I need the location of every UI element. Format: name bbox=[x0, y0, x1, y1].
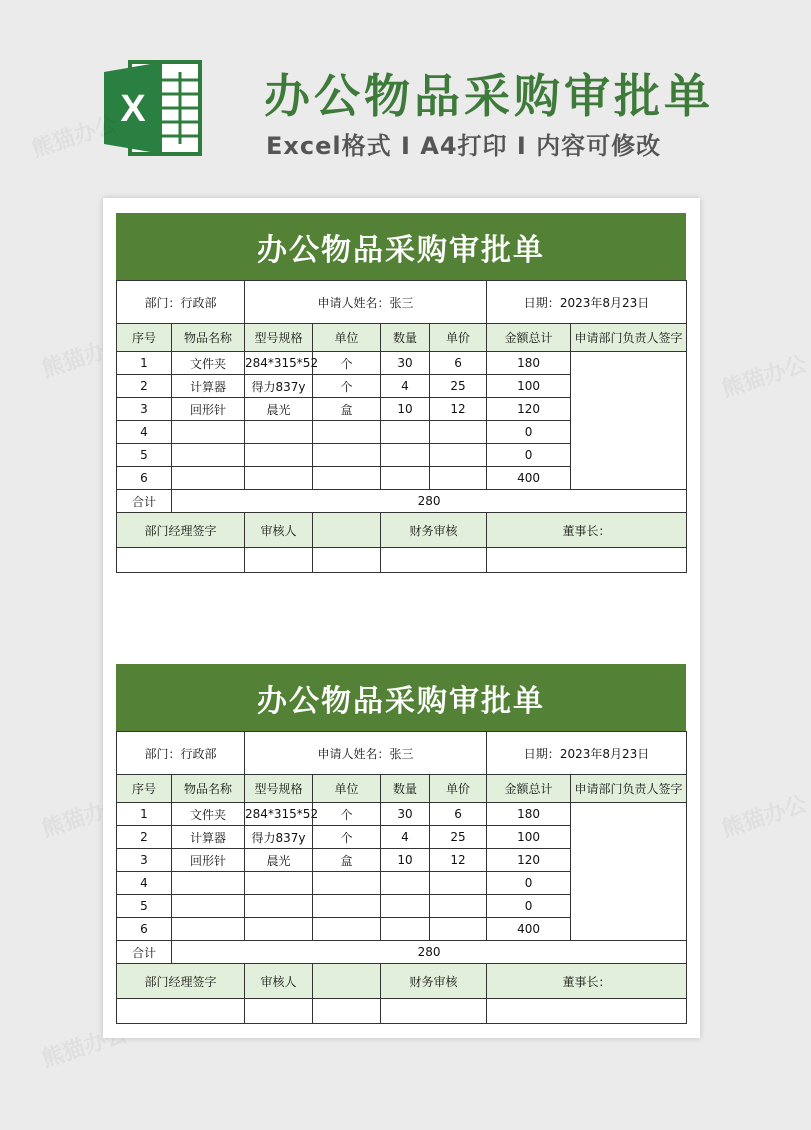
column-header: 物品名称 bbox=[172, 775, 245, 803]
applicant-label: 申请人姓名： bbox=[317, 295, 390, 310]
reviewer-label: 审核人 bbox=[245, 513, 313, 548]
cell-item[interactable]: 计算器 bbox=[172, 375, 245, 398]
form-title: 办公物品采购审批单 bbox=[116, 213, 686, 280]
cell-spec[interactable] bbox=[245, 918, 313, 941]
signature-header-row bbox=[117, 964, 687, 999]
cell-spec[interactable] bbox=[245, 467, 313, 490]
cell-item[interactable]: 文件夹 bbox=[172, 352, 245, 375]
form-title: 办公物品采购审批单 bbox=[116, 664, 686, 731]
cell-qty[interactable] bbox=[381, 421, 430, 444]
cell-index[interactable]: 4 bbox=[117, 872, 172, 895]
total-value[interactable]: 280 bbox=[172, 941, 687, 964]
cell-index[interactable]: 2 bbox=[117, 826, 172, 849]
cell-spec[interactable] bbox=[245, 872, 313, 895]
chairman-signature-field[interactable] bbox=[487, 548, 687, 573]
cell-unit[interactable]: 个 bbox=[313, 352, 381, 375]
date-label: 日期： bbox=[523, 746, 560, 761]
cell-item[interactable]: 回形针 bbox=[172, 849, 245, 872]
column-header: 申请部门负责人签字 bbox=[571, 324, 687, 352]
applicant-cell[interactable] bbox=[245, 281, 487, 324]
signature-row bbox=[117, 999, 687, 1024]
cell-unit[interactable] bbox=[313, 895, 381, 918]
column-header: 数量 bbox=[381, 775, 430, 803]
column-header: 型号规格 bbox=[245, 775, 313, 803]
cell-price[interactable]: 12 bbox=[430, 849, 487, 872]
date-value: 2023年8月23日 bbox=[559, 295, 650, 310]
cell-qty[interactable] bbox=[381, 872, 430, 895]
column-header: 单价 bbox=[430, 324, 487, 352]
cell-amount[interactable]: 0 bbox=[487, 421, 571, 444]
cell-spec[interactable]: 晨光 bbox=[245, 398, 313, 421]
cell-index[interactable]: 3 bbox=[117, 398, 172, 421]
cell-spec[interactable]: 284*315*52 bbox=[245, 352, 313, 375]
column-header-row bbox=[117, 324, 687, 352]
column-header: 申请部门负责人签字 bbox=[571, 775, 687, 803]
cell-index[interactable]: 2 bbox=[117, 375, 172, 398]
info-row bbox=[117, 732, 687, 775]
total-label: 合计 bbox=[117, 941, 172, 964]
cell-spec[interactable]: 得力837y bbox=[245, 826, 313, 849]
applicant-value: 张三 bbox=[389, 295, 414, 310]
cell-unit[interactable]: 个 bbox=[313, 826, 381, 849]
cell-qty[interactable] bbox=[381, 467, 430, 490]
column-header: 金额总计 bbox=[487, 775, 571, 803]
department-head-signature-cell[interactable] bbox=[571, 803, 687, 941]
table-row bbox=[117, 803, 687, 826]
cell-item[interactable] bbox=[172, 421, 245, 444]
cell-price[interactable] bbox=[430, 421, 487, 444]
approval-form bbox=[116, 213, 686, 573]
cell-price[interactable]: 25 bbox=[430, 826, 487, 849]
cell-spec[interactable] bbox=[245, 895, 313, 918]
cell-qty[interactable]: 30 bbox=[381, 803, 430, 826]
date-cell[interactable] bbox=[487, 732, 687, 775]
manager-signature-label: 部门经理签字 bbox=[117, 513, 245, 548]
cell-amount[interactable]: 400 bbox=[487, 467, 571, 490]
department-label: 部门： bbox=[144, 295, 181, 310]
department-value: 行政部 bbox=[180, 746, 217, 761]
signature-row bbox=[117, 548, 687, 573]
cell-unit[interactable]: 盒 bbox=[313, 849, 381, 872]
total-value[interactable]: 280 bbox=[172, 490, 687, 513]
cell-unit[interactable] bbox=[313, 918, 381, 941]
department-label: 部门： bbox=[144, 746, 181, 761]
department-cell[interactable] bbox=[117, 732, 245, 775]
cell-spec[interactable]: 晨光 bbox=[245, 849, 313, 872]
cell-unit[interactable] bbox=[313, 444, 381, 467]
cell-spec[interactable] bbox=[245, 421, 313, 444]
cell-amount[interactable]: 0 bbox=[487, 444, 571, 467]
page-header bbox=[0, 0, 800, 185]
cell-amount[interactable]: 0 bbox=[487, 895, 571, 918]
cell-item[interactable] bbox=[172, 872, 245, 895]
chairman-label: 董事长： bbox=[487, 513, 687, 548]
page-subtitle: Excel格式 I A4打印 I 内容可修改 bbox=[266, 132, 662, 160]
finance-signature-field[interactable] bbox=[381, 548, 487, 573]
cell-index[interactable]: 6 bbox=[117, 918, 172, 941]
cell-unit[interactable]: 个 bbox=[313, 803, 381, 826]
cell-price[interactable]: 12 bbox=[430, 398, 487, 421]
applicant-label: 申请人姓名： bbox=[317, 746, 390, 761]
column-header: 型号规格 bbox=[245, 324, 313, 352]
cell-spec[interactable]: 得力837y bbox=[245, 375, 313, 398]
column-header: 物品名称 bbox=[172, 324, 245, 352]
finance-signature-field[interactable] bbox=[381, 999, 487, 1024]
cell-unit[interactable]: 个 bbox=[313, 375, 381, 398]
cell-qty[interactable]: 30 bbox=[381, 352, 430, 375]
department-cell[interactable] bbox=[117, 281, 245, 324]
cell-spec[interactable]: 284*315*52 bbox=[245, 803, 313, 826]
cell-item[interactable] bbox=[172, 444, 245, 467]
date-cell[interactable] bbox=[487, 281, 687, 324]
date-value: 2023年8月23日 bbox=[559, 746, 650, 761]
chairman-label: 董事长： bbox=[487, 964, 687, 999]
signature-header-row bbox=[117, 513, 687, 548]
column-header: 数量 bbox=[381, 324, 430, 352]
cell-amount[interactable]: 180 bbox=[487, 803, 571, 826]
total-row bbox=[117, 941, 687, 964]
cell-amount[interactable]: 0 bbox=[487, 872, 571, 895]
cell-unit[interactable] bbox=[313, 421, 381, 444]
column-header: 单价 bbox=[430, 775, 487, 803]
cell-amount[interactable]: 120 bbox=[487, 849, 571, 872]
cell-unit[interactable]: 盒 bbox=[313, 398, 381, 421]
cell-price[interactable]: 6 bbox=[430, 803, 487, 826]
cell-index[interactable]: 3 bbox=[117, 849, 172, 872]
excel-logo-icon bbox=[100, 58, 204, 158]
cell-item[interactable]: 文件夹 bbox=[172, 803, 245, 826]
form-table bbox=[116, 731, 687, 1024]
total-label: 合计 bbox=[117, 490, 172, 513]
column-header: 序号 bbox=[117, 775, 172, 803]
cell-price[interactable] bbox=[430, 918, 487, 941]
finance-review-label: 财务审核 bbox=[381, 513, 487, 548]
cell-amount[interactable]: 400 bbox=[487, 918, 571, 941]
table-row bbox=[117, 352, 687, 375]
reviewer-label: 审核人 bbox=[245, 964, 313, 999]
manager-signature-field[interactable] bbox=[117, 548, 245, 573]
cell-qty[interactable] bbox=[381, 895, 430, 918]
cell-amount[interactable]: 180 bbox=[487, 352, 571, 375]
cell-item[interactable]: 回形针 bbox=[172, 398, 245, 421]
form-table bbox=[116, 280, 687, 573]
department-head-signature-cell[interactable] bbox=[571, 352, 687, 490]
column-header: 单位 bbox=[313, 324, 381, 352]
column-header: 单位 bbox=[313, 775, 381, 803]
cell-price[interactable]: 6 bbox=[430, 352, 487, 375]
cell-index[interactable]: 1 bbox=[117, 803, 172, 826]
cell-price[interactable] bbox=[430, 895, 487, 918]
column-header-row bbox=[117, 775, 687, 803]
total-row bbox=[117, 490, 687, 513]
reviewer-field[interactable] bbox=[313, 513, 381, 548]
cell-amount[interactable]: 100 bbox=[487, 826, 571, 849]
cell-item[interactable]: 计算器 bbox=[172, 826, 245, 849]
cell-index[interactable]: 1 bbox=[117, 352, 172, 375]
cell-item[interactable] bbox=[172, 895, 245, 918]
cell-item[interactable] bbox=[172, 918, 245, 941]
page-title: 办公物品采购审批单 bbox=[264, 69, 714, 123]
cell-qty[interactable]: 4 bbox=[381, 826, 430, 849]
reviewer-field[interactable] bbox=[313, 964, 381, 999]
reviewer-signature-field[interactable] bbox=[245, 548, 313, 573]
cell-qty[interactable]: 4 bbox=[381, 375, 430, 398]
reviewer-signature-field[interactable] bbox=[245, 999, 313, 1024]
cell-item[interactable] bbox=[172, 467, 245, 490]
cell-qty[interactable] bbox=[381, 918, 430, 941]
column-header: 序号 bbox=[117, 324, 172, 352]
finance-review-label: 财务审核 bbox=[381, 964, 487, 999]
department-value: 行政部 bbox=[180, 295, 217, 310]
reviewer-extra-field[interactable] bbox=[313, 548, 381, 573]
cell-index[interactable]: 5 bbox=[117, 444, 172, 467]
cell-qty[interactable]: 10 bbox=[381, 398, 430, 421]
applicant-value: 张三 bbox=[389, 746, 414, 761]
chairman-signature-field[interactable] bbox=[487, 999, 687, 1024]
manager-signature-field[interactable] bbox=[117, 999, 245, 1024]
cell-amount[interactable]: 120 bbox=[487, 398, 571, 421]
cell-spec[interactable] bbox=[245, 444, 313, 467]
cell-price[interactable] bbox=[430, 872, 487, 895]
manager-signature-label: 部门经理签字 bbox=[117, 964, 245, 999]
cell-index[interactable]: 4 bbox=[117, 421, 172, 444]
applicant-cell[interactable] bbox=[245, 732, 487, 775]
reviewer-extra-field[interactable] bbox=[313, 999, 381, 1024]
cell-qty[interactable]: 10 bbox=[381, 849, 430, 872]
cell-index[interactable]: 5 bbox=[117, 895, 172, 918]
cell-amount[interactable]: 100 bbox=[487, 375, 571, 398]
approval-form bbox=[116, 664, 686, 1024]
column-header: 金额总计 bbox=[487, 324, 571, 352]
cell-qty[interactable] bbox=[381, 444, 430, 467]
cell-price[interactable]: 25 bbox=[430, 375, 487, 398]
cell-price[interactable] bbox=[430, 444, 487, 467]
cell-unit[interactable] bbox=[313, 467, 381, 490]
info-row bbox=[117, 281, 687, 324]
cell-price[interactable] bbox=[430, 467, 487, 490]
svg-text:X: X bbox=[120, 88, 146, 130]
date-label: 日期： bbox=[523, 295, 560, 310]
cell-unit[interactable] bbox=[313, 872, 381, 895]
cell-index[interactable]: 6 bbox=[117, 467, 172, 490]
